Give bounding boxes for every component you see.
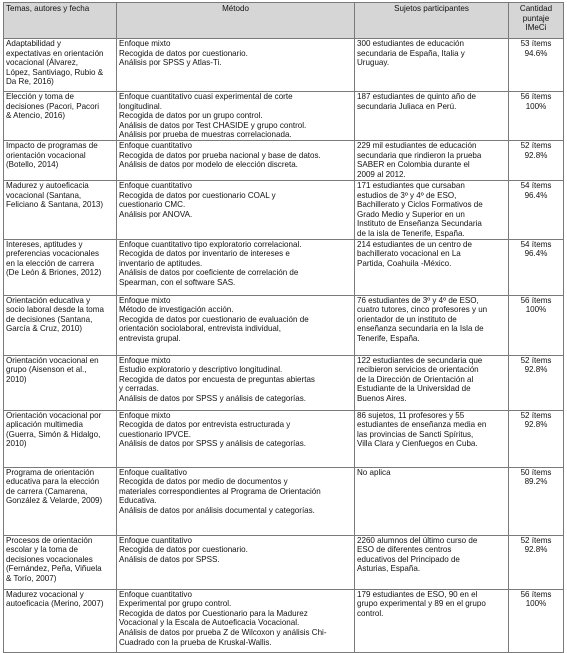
topic-line: Orientación vocacional en [6,355,99,365]
subjects-line: enseñanza secundaria en la Isla de [357,324,484,334]
topic-line: (Fernández, Peña, Viñuela [6,564,102,574]
method-cell [117,140,355,180]
method-cell [117,467,355,535]
subjects-line: estudiantes de enseñanza media en [357,420,487,430]
method-line: Enfoque cuantitativo tipo exploratorio correlacional. [119,239,302,249]
subjects-line: Partida, Coahuila -México. [357,258,452,268]
score-line: 52 ítems [520,140,552,150]
topic-line: Madurez y autoeficacia [6,180,89,190]
subjects-line: de la Dirección de Orientación al [357,374,474,384]
topic-line: Da Re, 2016) [6,77,54,87]
topic-line: educativa para la elección [6,477,100,487]
header-method: Método [117,3,355,39]
topic-cell [4,355,117,410]
subjects-line: bachillerato vocacional en La [357,249,461,259]
subjects-cell [355,467,509,535]
method-line: Recogida de datos por medio de documentos y [119,477,288,487]
subjects-line: Grado Medio y Superior en un [357,209,465,219]
studies-table [3,2,564,653]
score-line: 100% [525,305,547,315]
score-line: 92.8% [524,545,548,555]
score-line: 53 ítems [520,39,552,48]
method-line: Experimental por grupo control. [119,599,232,609]
score-line: 100% [525,101,547,111]
score-cell [509,295,564,355]
method-cell [117,295,355,355]
score-cell [509,180,564,239]
subjects-cell [355,140,509,180]
subjects-cell [355,355,509,410]
topic-cell [4,39,117,92]
score-line: 54 ítems [520,180,552,190]
score-line: 94.6% [524,48,548,58]
subjects-line: SABER en Colombia durante el [357,160,470,170]
subjects-line: las provincias de Sancti Spíritus, [357,429,474,439]
topic-cell [4,410,117,467]
method-line: Análisis de datos por SPSS y análisis de categorías. [119,439,306,449]
topic-cell [4,589,117,652]
score-cell [509,410,564,467]
subjects-line: Estudiante de la Universidad de [357,384,471,394]
topic-line: González & Velarde, 2009) [6,496,103,506]
method-line: y cerradas. [119,384,159,394]
method-line: Enfoque mixto [119,39,171,48]
score-cell [509,92,564,141]
header-score-line: Cantidad [519,4,553,13]
subjects-line: orientador de un instituto de [357,314,457,324]
method-line: Análisis por SPSS y Atlas-Ti. [119,58,222,68]
method-line: Enfoque cuantitativo [119,535,192,545]
topic-line: Feliciano & Santana, 2013) [6,200,104,210]
method-line: Recogida de datos por cuestionario. [119,545,248,555]
subjects-line: grupo experimental y 89 en el grupo [357,599,486,609]
subjects-line: 122 estudiantes de secundaria que [357,355,483,365]
method-line: Enfoque cuantitativo [119,180,192,190]
topic-line: aplicación multimedia [6,420,83,430]
topic-line: Intereses, aptitudes y [6,239,83,249]
subjects-line: Bachillerato y Ciclos Formativos de [357,200,483,210]
subjects-line: de la isla de Tenerife, España. [357,228,465,238]
method-line: Estudio exploratorio y descriptivo longitudinal. [119,365,283,375]
topic-line: Madurez vocacional y [6,589,84,599]
score-line: 100% [525,599,547,609]
table-row [4,239,564,295]
subjects-line: No aplica [357,467,391,477]
subjects-line: 2260 alumnos del último curso de [357,535,478,545]
method-line: cuestionario CMC. [119,200,186,210]
header-score [509,3,564,39]
subjects-cell [355,92,509,141]
topic-line: García & Cruz, 2010) [6,324,83,334]
table-row [4,355,564,410]
subjects-line: 171 estudiantes que cursaban [357,180,465,190]
method-line: Educativa. [119,496,157,506]
topic-line: & Atencio, 2016) [6,111,66,121]
subjects-line: recibieron servicios de orientación [357,365,479,375]
method-cell [117,535,355,589]
subjects-line: Tenerife, España. [357,333,420,343]
topic-line: & Torío, 2007) [6,573,57,583]
table-row [4,140,564,180]
score-line: 92.8% [524,420,548,430]
method-line: Recogida de datos por entrevista estructurada y [119,420,291,430]
method-line: Enfoque cuantitativo [119,589,192,599]
topic-line: (De León & Briones, 2012) [6,268,102,278]
header-subjects: Sujetos participantes [355,3,509,39]
topic-line: decisiones vocacionales [6,554,93,564]
method-line: inventario de aptitudes. [119,258,203,268]
topic-line: orientación vocacional [6,150,86,160]
subjects-cell [355,295,509,355]
method-line: Spearman, con el software SAS. [119,277,236,287]
header-score-line: IMeCi [525,23,547,33]
method-line: Enfoque cualitativo [119,467,187,477]
score-line: 92.8% [524,365,548,375]
method-line: Análisis de datos por SPSS y análisis de categorías. [119,393,306,403]
score-line: 52 ítems [520,410,552,420]
subjects-line: 300 estudiantes de educación [357,39,464,48]
score-line: 52 ítems [520,355,552,365]
method-cell [117,589,355,652]
method-line: Análisis de datos por Test CHASIDE y grupo control. [119,120,307,130]
topic-line: Adaptabilidad y [6,39,62,48]
method-line: Recogida de datos por cuestionario de evaluación de [119,314,309,324]
topic-line: decisiones (Pacori, Pacori [6,101,100,111]
subjects-line: 76 estudiantes de 3º y 4º de ESO, [357,295,479,305]
topic-line: en la elección de carrera [6,258,95,268]
subjects-cell [355,589,509,652]
topic-line: (Guerra, Simón & Hidalgo, [6,429,101,439]
header-score-line: puntaje [522,13,550,23]
subjects-line: estudios de 3º y 4º de ESO, [357,190,457,200]
subjects-line: 214 estudiantes de un centro de [357,239,472,249]
method-cell [117,239,355,295]
subjects-cell [355,410,509,467]
method-line: Análisis de datos por prueba Z de Wilcoxon y análisis Chi- [119,627,327,637]
topic-line: López, Santiviago, Rubio & [6,67,104,77]
subjects-line: Buenos Aires. [357,393,407,403]
topic-line: 2010) [6,439,27,449]
header-topics: Temas, autores y fecha [4,3,117,39]
method-cell [117,92,355,141]
subjects-line: 229 mil estudiantes de educación [357,140,477,150]
topic-cell [4,92,117,141]
topic-cell [4,180,117,239]
topic-line: Elección y toma de [6,92,74,101]
score-line: 56 ítems [520,92,552,101]
subjects-line: 86 sujetos, 11 profesores y 55 [357,410,465,420]
subjects-cell [355,239,509,295]
topic-line: Programa de orientación [6,467,95,477]
header-row [4,3,564,39]
topic-cell [4,239,117,295]
score-cell [509,39,564,92]
method-line: Enfoque cuantitativo [119,140,192,150]
topic-line: de carrera (Camarena, [6,486,88,496]
table-row [4,589,564,652]
method-line: materiales correspondientes al Programa de Orientación [119,486,321,496]
score-cell [509,467,564,535]
subjects-line: 187 estudiantes de quinto año de [357,92,477,101]
subjects-line: Instituto de Enseñanza Secundaria [357,219,482,229]
method-line: Enfoque cuantitativo cuasi experimental de corte [119,92,293,101]
topic-cell [4,467,117,535]
score-cell [509,589,564,652]
subjects-line: Villa Clara y Cienfuegos en Cuba. [357,439,478,449]
topic-line: Procesos de orientación [6,535,93,545]
table-header [4,3,564,39]
table-row [4,467,564,535]
method-line: Recogida de datos por encuesta de preguntas abiertas [119,374,315,384]
table-row [4,180,564,239]
score-line: 96.4% [524,190,548,200]
table-row [4,410,564,467]
score-line: 56 ítems [520,295,552,305]
topic-cell [4,535,117,589]
method-line: Análisis de datos por coeficiente de correlación de [119,268,299,278]
method-line: Análisis de datos por análisis documental y categorías. [119,505,315,515]
topic-line: Impacto de programas de [6,140,98,150]
topic-line: 2010) [6,374,27,384]
topic-cell [4,295,117,355]
subjects-cell [355,39,509,92]
topic-line: autoeficacia (Merino, 2007) [6,599,104,609]
method-line: Análisis de datos por modelo de elección discreta. [119,160,298,170]
subjects-line: Uruguay. [357,58,390,68]
score-line: 56 ítems [520,589,552,599]
score-line: 54 ítems [520,239,552,249]
method-line: Análisis por prueba de muestras correlacionada. [119,130,292,140]
subjects-line: control. [357,608,384,618]
method-line: Recogida de datos por cuestionario COAL y [119,190,276,200]
method-line: Enfoque mixto [119,355,171,365]
topic-line: escolar y la toma de [6,545,79,555]
method-line: Recogida de datos por cuestionario. [119,48,248,58]
method-line: Método de investigación acción. [119,305,234,315]
method-line: Análisis de datos por SPSS. [119,554,220,564]
subjects-cell [355,180,509,239]
topic-line: Orientación vocacional por [6,410,102,420]
method-line: cuestionario IPVCE. [119,429,192,439]
method-cell [117,355,355,410]
method-line: Análisis por ANOVA. [119,209,193,219]
subjects-line: secundaria Juliaca en Perú. [357,101,457,111]
table-row [4,295,564,355]
topic-line: expectativas en orientación [6,48,104,58]
subjects-line: cuatro tutores, cinco profesores y un [357,305,488,315]
score-cell [509,535,564,589]
method-line: Recogida de datos por Cuestionario para la Madurez [119,608,308,618]
subjects-line: secundaria de España, Italia y [357,48,465,58]
method-line: longitudinal. [119,101,162,111]
subjects-line: ESO de diferentes centros [357,545,452,555]
subjects-line: Asturias, España. [357,564,421,574]
topic-line: (Botello, 2014) [6,160,59,170]
score-line: 89.2% [524,477,548,487]
score-cell [509,239,564,295]
score-line: 50 ítems [520,467,552,477]
topic-line: Orientación educativa y [6,295,91,305]
method-line: Recogida de datos por un grupo control. [119,111,263,121]
subjects-cell [355,535,509,589]
method-cell [117,39,355,92]
subjects-line: educativos del Principado de [357,554,460,564]
topic-line: socio laboral desde la toma [6,305,104,315]
score-line: 96.4% [524,249,548,259]
method-line: Enfoque mixto [119,295,171,305]
topic-line: vocacional (Santana, [6,190,82,200]
topic-line: de decisiones (Santana, [6,314,93,324]
topic-cell [4,140,117,180]
method-line: entrevista grupal. [119,333,181,343]
table-row [4,39,564,92]
table-row [4,535,564,589]
subjects-line: 2009 al 2012. [357,169,406,179]
method-line: Vocacional y la Escala de Autoeficacia Vocacional. [119,618,300,628]
subjects-line: secundaria que rindieron la prueba [357,150,482,160]
method-line: Cuadrado con la prueba de Kruskal-Wallis. [119,637,272,647]
score-cell [509,355,564,410]
method-line: Recogida de datos por inventario de intereses e [119,249,290,259]
method-line: orientación sociolaboral, entrevista individual, [119,324,281,334]
method-cell [117,410,355,467]
table-row [4,92,564,141]
method-line: Enfoque mixto [119,410,171,420]
method-cell [117,180,355,239]
score-cell [509,140,564,180]
score-line: 92.8% [524,150,548,160]
score-line: 52 ítems [520,535,552,545]
topic-line: vocacional (Álvarez, [6,58,79,68]
subjects-line: 179 estudiantes de ESO, 90 en el [357,589,478,599]
table-body [4,39,564,653]
method-line: Recogida de datos por prueba nacional y base de datos. [119,150,321,160]
topic-line: grupo (Aisenson et al., [6,365,87,375]
topic-line: preferencias vocacionales [6,249,100,259]
